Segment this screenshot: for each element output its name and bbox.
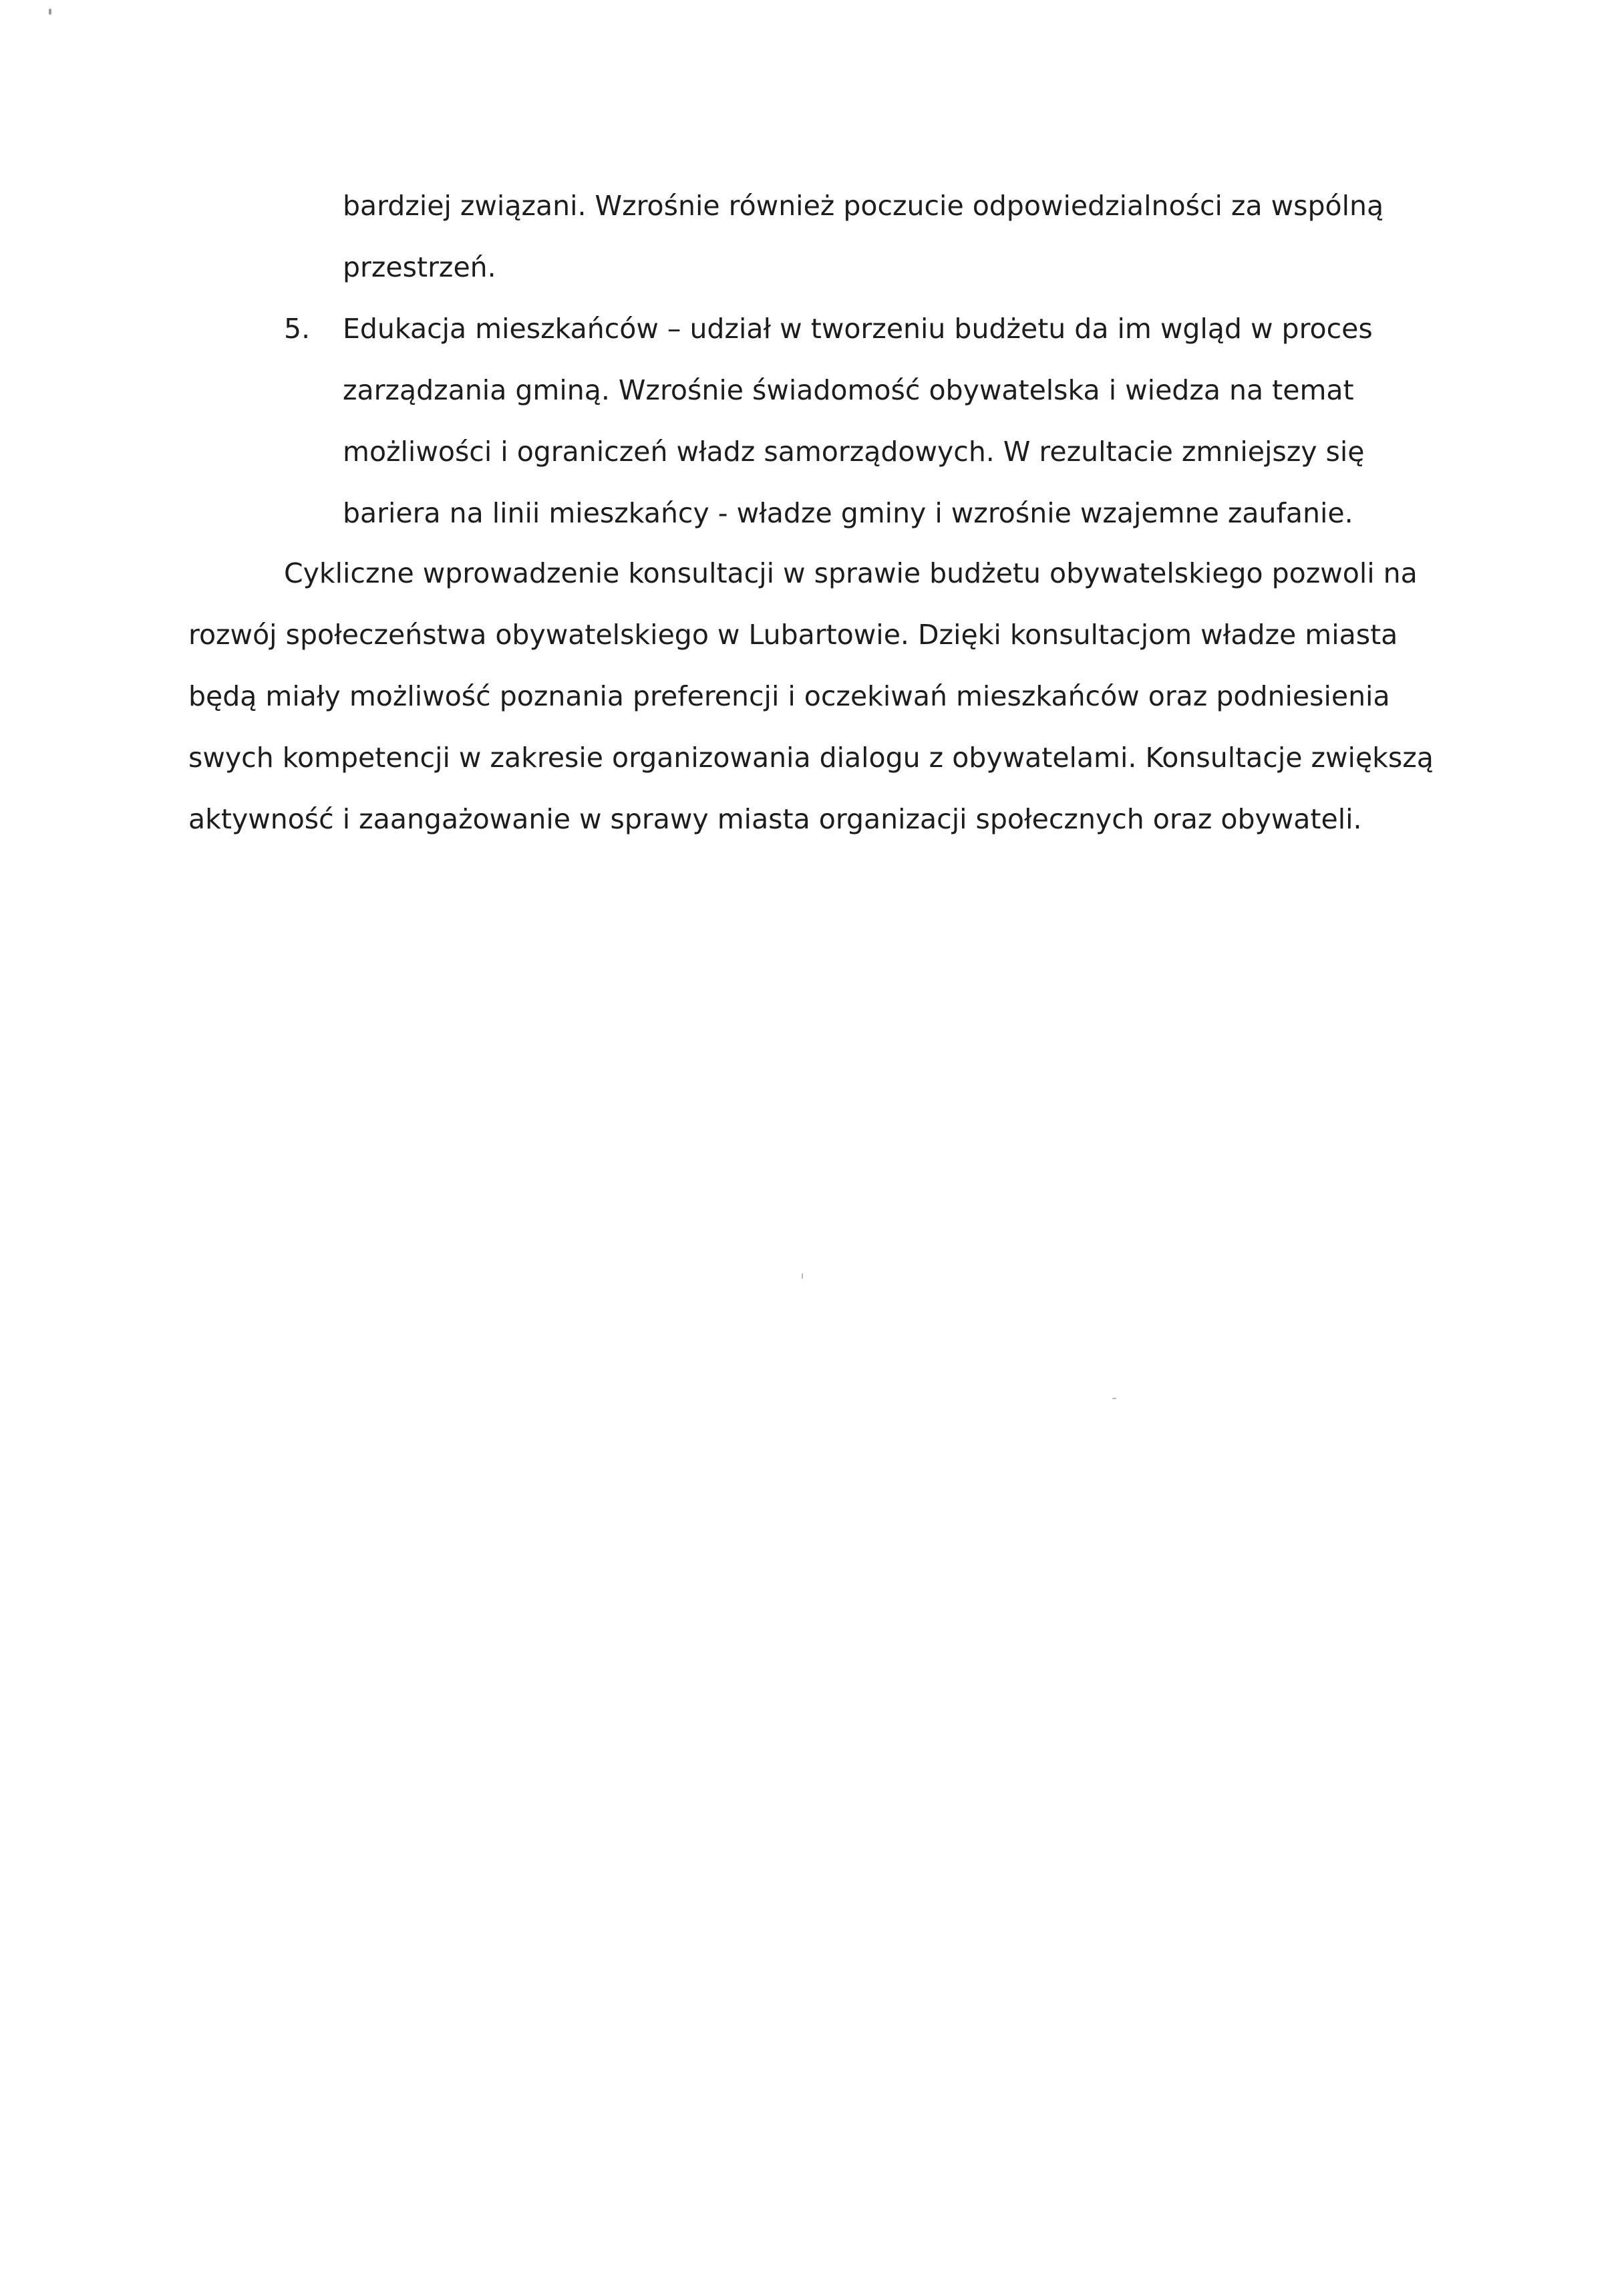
list-item-5-line-2: zarządzania gminą. Wzrośnie świadomość obywatelska i wiedza na temat [343,374,1354,406]
closing-paragraph-line-2: rozwój społeczeństwa obywatelskiego w Lubartowie. Dzięki konsultacjom władze miasta [188,619,1398,651]
closing-paragraph-line-4: swych kompetencji w zakresie organizowania dialogu z obywatelami. Konsultacje zwiększą [188,742,1434,774]
scan-speck [802,1273,803,1279]
list-item-number-5: 5. [284,313,311,345]
item-continuation-line-2: przestrzeń. [343,251,496,283]
item-continuation-line-1: bardziej związani. Wzrośnie również poczucie odpowiedzialności za wspólną [343,190,1384,222]
list-item-5-line-4: bariera na linii mieszkańcy - władze gminy i wzrośnie wzajemne zaufanie. [343,497,1353,529]
list-item-5-line-3: możliwości i ograniczeń władz samorządowych. W rezultacie zmniejszy się [343,436,1365,468]
closing-paragraph-line-5: aktywność i zaangażowanie w sprawy miasta organizacji społecznych oraz obywateli. [188,803,1362,835]
closing-paragraph-line-1: Cykliczne wprowadzenie konsultacji w sprawie budżetu obywatelskiego pozwoli na [284,557,1418,589]
closing-paragraph-line-3: będą miały możliwość poznania preferencji i oczekiwań mieszkańców oraz podniesienia [188,680,1390,712]
list-item-5-line-1: Edukacja mieszkańców – udział w tworzeniu budżetu da im wgląd w proces [343,313,1373,345]
scan-speck [1112,1398,1116,1399]
scan-speck [49,9,51,15]
